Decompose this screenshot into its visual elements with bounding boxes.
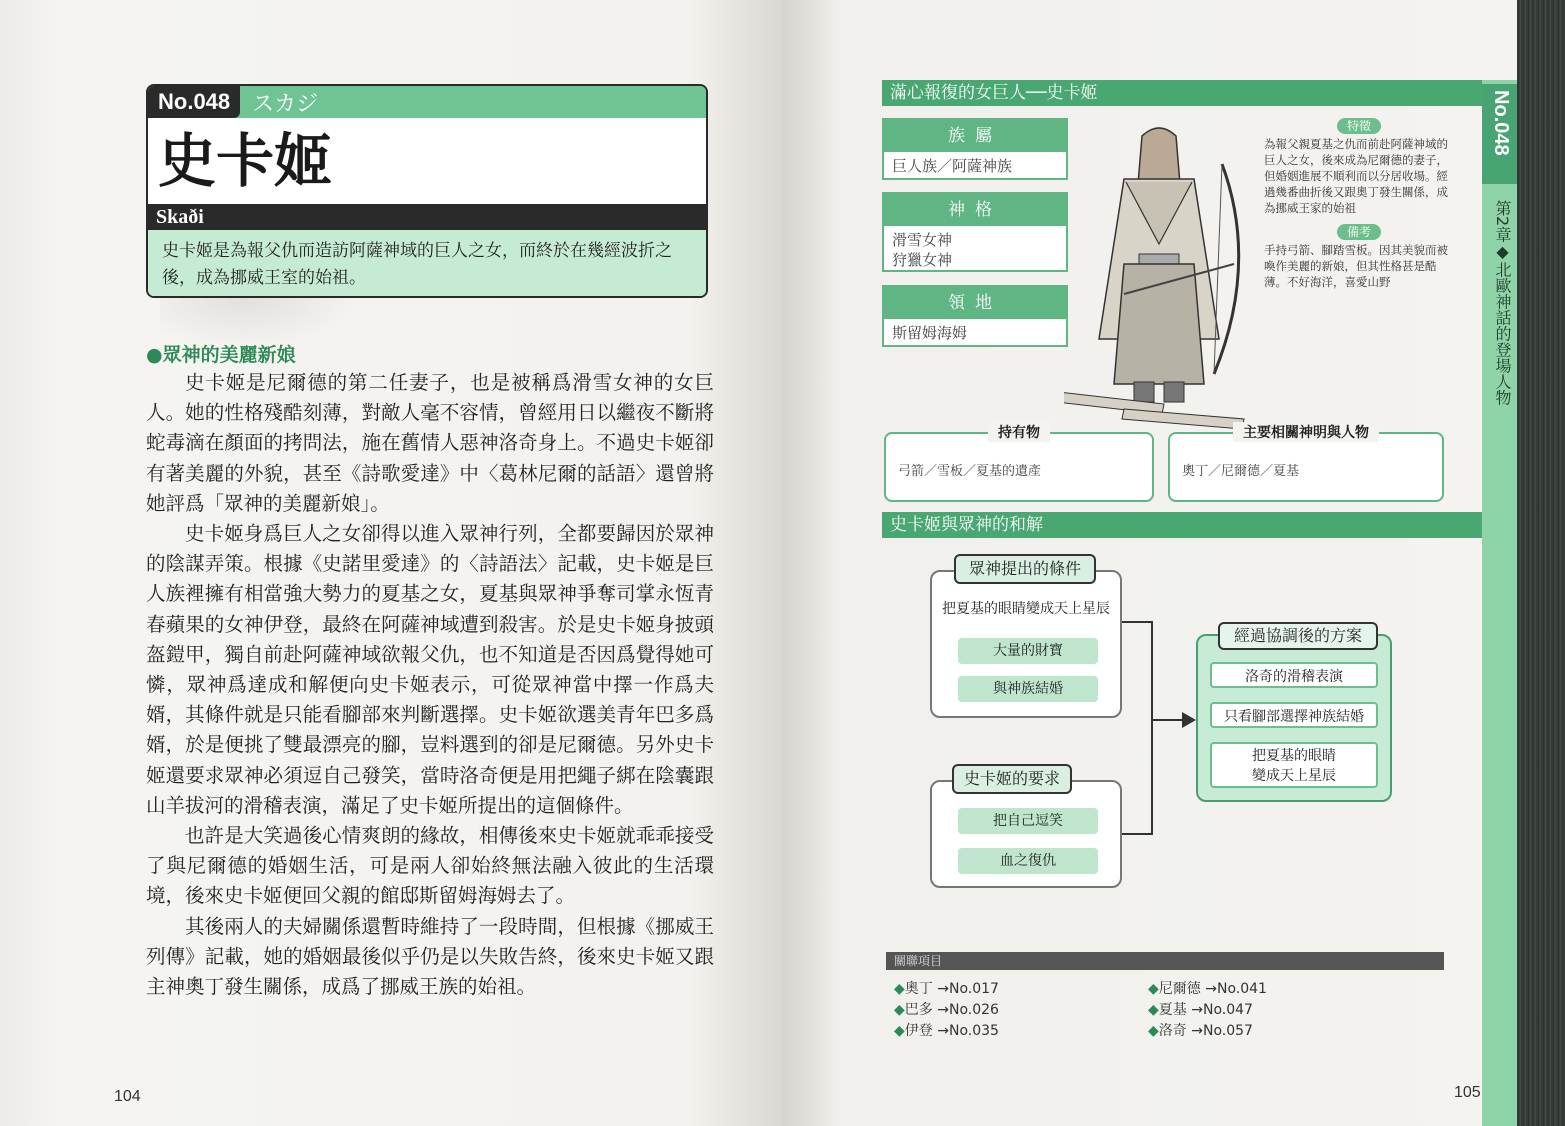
result-item: 洛奇的滑稽表演 <box>1210 662 1378 688</box>
paragraph: 其後兩人的夫婦關係還暫時維持了一段時間，但根據《挪威王列傳》記載，她的婚姻最後似乎仍是以失敗告終，後來史卡姬又跟主神奧丁發生關係，成爲了挪威王族的始祖。 <box>146 914 714 999</box>
page-number-left: 104 <box>114 1088 141 1105</box>
attribute-label: 神格 <box>884 194 1066 226</box>
reference-item[interactable]: ◆伊登 →No.035 <box>894 1023 999 1039</box>
features-text: 為報父親夏基之仇而前赴阿薩神域的巨人之女，後來成為尼爾德的妻子，但婚姻進展不順利而以分居收場。經過幾番曲折後又跟奧丁發生關係，成為挪威王家的始祖 <box>1264 137 1448 215</box>
diamond-icon: ◆ <box>1148 981 1159 997</box>
attribute-value: 斯留姆海姆 <box>892 324 968 342</box>
condition-item: 把夏基的眼睛變成天上星辰 <box>934 596 1118 622</box>
reference-item[interactable]: ◆尼爾德 →No.041 <box>1148 981 1267 997</box>
reference-item[interactable]: ◆巴多 →No.026 <box>894 1002 999 1018</box>
reference-item[interactable]: ◆洛奇 →No.057 <box>1148 1023 1253 1039</box>
entry-header <box>146 84 708 298</box>
possessions-box <box>884 425 1154 502</box>
attribute-value: 滑雪女神 狩獵女神 <box>892 231 953 269</box>
result-item: 只看腳部選擇神族結婚 <box>1210 702 1378 728</box>
section-heading: ●眾神的美麗新娘 <box>146 344 296 366</box>
condition-item: 與神族結婚 <box>958 676 1098 702</box>
left-page <box>0 0 782 1126</box>
reference-item[interactable]: ◆夏基 →No.047 <box>1148 1002 1253 1018</box>
possessions-title: 持有物 <box>988 422 1050 442</box>
attribute-value: 巨人族／阿薩神族 <box>892 157 1013 175</box>
paragraph: 史卡姬身爲巨人之女卻得以進入眾神行列，全都要歸因於眾神的陰謀弄策。根據《史諾里愛達》的〈詩語法〉記載，史卡姬是巨人族裡擁有相當強大勢力的夏基之女，夏基與眾神爭奪司掌永恆青春蘋果的女神伊登，最終在阿薩神域遭到殺害。於是史卡姬身披頭盔鎧甲，獨自前赴阿薩神域欲報父仇，也不知道是否因爲覺得她可憐，眾神爲達成和解便向史卡姬表示，可從眾神當中擇一作爲夫婿，其條件就是只能看腳部來判斷選擇。史卡姬欲選美青年巴多爲婿，於是便挑了雙最漂亮的腳，豈料選到的卻是尼爾德。另外史卡姬還要求眾神必須逗自己發笑，當時洛奇便是用把繩子綁在陰囊跟山羊拔河的滑稽表演，滿足了史卡姬所提出的這個條件。 <box>146 522 714 817</box>
diamond-icon: ◆ <box>894 1002 905 1018</box>
paragraph: 史卡姬是尼爾德的第二任妻子，也是被稱爲滑雪女神的女巨人。她的性格殘酷刻薄，對敵人毫不容情，曾經用日以繼夜不斷將蛇毒滴在顏面的拷問法，施在舊情人惡神洛奇身上。不過史卡姬卻有著美麗的外貌，甚至《詩歌愛達》中〈葛林尼爾的話語〉還曾將她評爲「眾神的美麗新娘」。 <box>146 371 714 515</box>
header-top-bar <box>148 86 706 118</box>
section-title-bar: 滿心報復的女巨人──史卡姬 <box>882 80 1482 106</box>
related-box <box>1168 425 1444 502</box>
related-title: 主要相關神明與人物 <box>1233 422 1379 442</box>
demand-item: 血之復仇 <box>958 848 1098 874</box>
remarks-tag: 備考 <box>1337 224 1381 240</box>
body-text <box>146 368 714 1002</box>
entry-summary: 史卡姬是為報父仇而造訪阿薩神域的巨人之女，而終於在幾經波折之後，成為挪威王室的始祖。 <box>148 230 706 296</box>
bullet-icon: ● <box>146 344 163 366</box>
side-entry-number: No.048 <box>1490 90 1512 156</box>
kana-title: スカジ <box>252 91 319 117</box>
attribute-label: 領地 <box>884 287 1066 319</box>
reference-item[interactable]: ◆奧丁 →No.017 <box>894 981 999 997</box>
page-number-right: 105 <box>1454 1084 1481 1101</box>
entry-title: 史卡姬 <box>148 118 706 204</box>
skadi-illustration <box>1064 124 1254 444</box>
entry-number-badge: No.048 <box>148 86 240 118</box>
diagram-connectors <box>782 550 1517 910</box>
result-item: 把夏基的眼睛 變成天上星辰 <box>1210 742 1378 788</box>
skadi-demands-title: 史卡姬的要求 <box>952 764 1072 794</box>
possessions-value: 弓箭／雪板／夏基的遺產 <box>898 464 1042 479</box>
right-page <box>782 0 1517 1126</box>
condition-item: 大量的財寶 <box>958 638 1098 664</box>
reconciliation-diagram <box>782 550 1517 910</box>
related-value: 奧丁／尼爾德／夏基 <box>1182 464 1300 479</box>
result-title: 經過協調後的方案 <box>1218 622 1378 650</box>
section-title-bar-2: 史卡姬與眾神的和解 <box>882 512 1482 538</box>
feature-notes <box>1264 118 1454 290</box>
book-edge <box>1517 0 1565 1126</box>
attribute-label: 族屬 <box>884 120 1066 152</box>
related-items-bar: 關聯項目 <box>886 952 1444 970</box>
demand-item: 把自己逗笑 <box>958 808 1098 834</box>
diamond-icon: ◆ <box>894 981 905 997</box>
remarks-text: 手持弓箭、腳踏雪板。因其美貌而被喚作美麗的新娘，但其性格甚是酷薄。不好海洋，喜愛山野 <box>1264 243 1448 289</box>
attribute-box-divinity <box>882 192 1068 272</box>
attribute-box-race <box>882 118 1068 180</box>
diamond-icon: ◆ <box>1148 1002 1159 1018</box>
attribute-box-domain <box>882 285 1068 347</box>
roman-title: Skaði <box>148 204 706 230</box>
diamond-icon: ◆ <box>1148 1023 1159 1039</box>
paragraph: 也許是大笑過後心情爽朗的緣故，相傳後來史卡姬就乖乖接受了與尼爾德的婚姻生活，可是兩人卻始終無法融入彼此的生活環境，後來史卡姬便回父親的館邸斯留姆海姆去了。 <box>146 824 714 908</box>
side-chapter-label: 第2章◆北歐神話的登場人物 <box>1493 200 1512 406</box>
gods-conditions-title: 眾神提出的條件 <box>954 554 1096 584</box>
features-tag: 特徵 <box>1337 118 1381 134</box>
diamond-icon: ◆ <box>894 1023 905 1039</box>
